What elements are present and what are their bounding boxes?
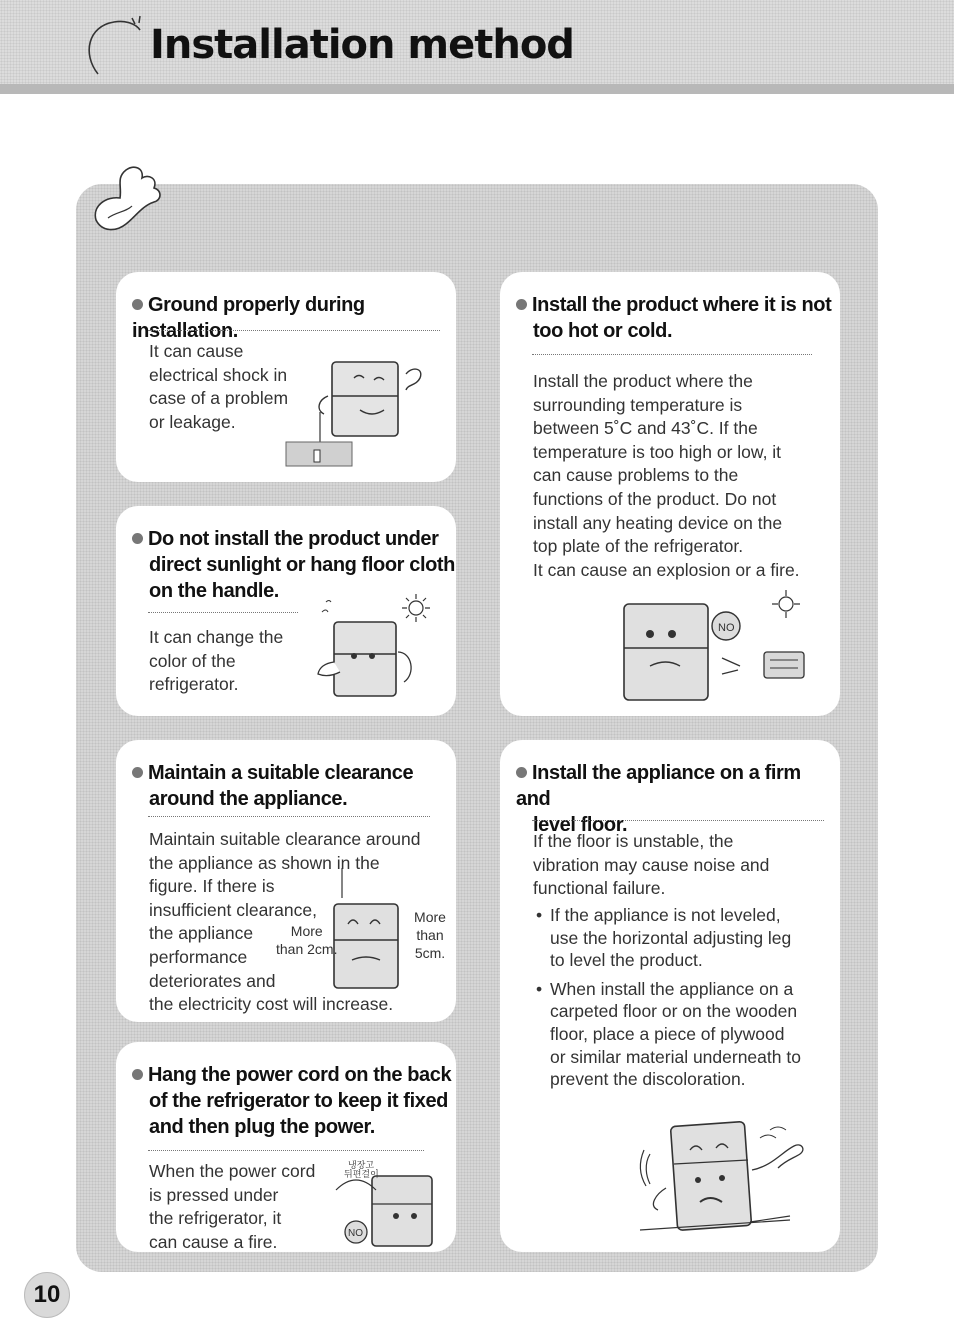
card-sunlight-heading: Do not install the product under direct sunlight or hang floor cloth on the handle. — [132, 526, 455, 604]
dotted-divider — [148, 330, 440, 331]
fridge-sunlight-illustration — [312, 592, 442, 702]
fridge-floor-illustration — [620, 1110, 810, 1242]
dotted-divider — [148, 1150, 424, 1151]
page-number: 10 — [33, 1281, 61, 1308]
clearance-label-left: More than 2cm. — [276, 923, 338, 957]
list-item: • If the appliance is not leveled, use the horizontal adjusting leg to level the product. — [536, 904, 801, 972]
dotted-divider — [532, 820, 824, 821]
list-item: • When install the appliance on a carpeted floor or on the wooden floor, place a piece of plywood or similar material underneath to prevent the discoloration. — [536, 978, 801, 1091]
dotted-divider — [532, 354, 812, 355]
card-floor — [500, 740, 840, 1252]
page-number-badge — [24, 1272, 70, 1318]
bullet-icon — [516, 767, 527, 778]
bullet-icon — [132, 299, 143, 310]
dotted-divider — [148, 816, 430, 817]
dotted-divider — [148, 612, 298, 613]
card-temperature-text: Install the product where the surrounding temperature is between 5˚C and 43˚C. If the temperature is too high or low, it can cause problems to the functions of the product. Do not install any heating device on the top plate of the refrigerator. It can cause an explosion or a fire. — [533, 371, 800, 580]
bullet-icon — [516, 299, 527, 310]
bullet-icon — [132, 767, 143, 778]
card-ground-text: It can cause electrical shock in case of a problem or leakage. — [149, 341, 289, 432]
card-temperature-heading: Install the product where it is not too hot or cold. — [516, 292, 831, 344]
card-clearance-heading: Maintain a suitable clearance around the appliance. — [132, 760, 413, 812]
header-rule — [0, 84, 954, 94]
svg-text:냉장고: 냉장고 — [348, 1161, 375, 1171]
page-title: Installation method — [150, 22, 574, 68]
card-temperature — [500, 272, 840, 716]
bullet-icon — [132, 1069, 143, 1080]
fridge-heat-illustration — [610, 582, 830, 706]
card-clearance-text: Maintain suitable clearance around the appliance as shown in the figure. If there is insufficient clearance, the appliance performance deteriorates and the electricity cost will increase. — [149, 829, 421, 1015]
svg-text:뒤편걸이: 뒤편걸이 — [344, 1170, 379, 1180]
card-floor-text: If the floor is unstable, the vibration may cause noise and functional failure. — [533, 831, 770, 899]
card-sunlight — [116, 506, 456, 716]
card-floor-bullets — [536, 904, 801, 1097]
card-cord — [116, 1042, 456, 1252]
card-floor-heading: Install the appliance on a firm and level floor. — [516, 762, 801, 836]
hand-pointer-icon — [86, 158, 176, 248]
svg-text:NO: NO — [718, 622, 735, 634]
card-cord-text: When the power cord is pressed under the refrigerator, it can cause a fire. — [149, 1161, 316, 1252]
clearance-label-right: More than 5cm. — [414, 909, 446, 961]
card-ground-heading: Ground properly during installation. — [132, 294, 365, 342]
svg-text:NO: NO — [348, 1228, 363, 1239]
swirl-decoration-icon — [80, 14, 150, 80]
bullet-icon — [132, 533, 143, 544]
fridge-ground-illustration — [282, 356, 452, 472]
fridge-cord-illustration — [326, 1160, 450, 1250]
card-clearance — [116, 740, 456, 1022]
card-sunlight-text: It can change the color of the refrigerator. — [149, 627, 284, 695]
card-cord-heading: Hang the power cord on the back of the refrigerator to keep it fixed and then plug the power. — [132, 1062, 451, 1140]
card-ground — [116, 272, 456, 482]
